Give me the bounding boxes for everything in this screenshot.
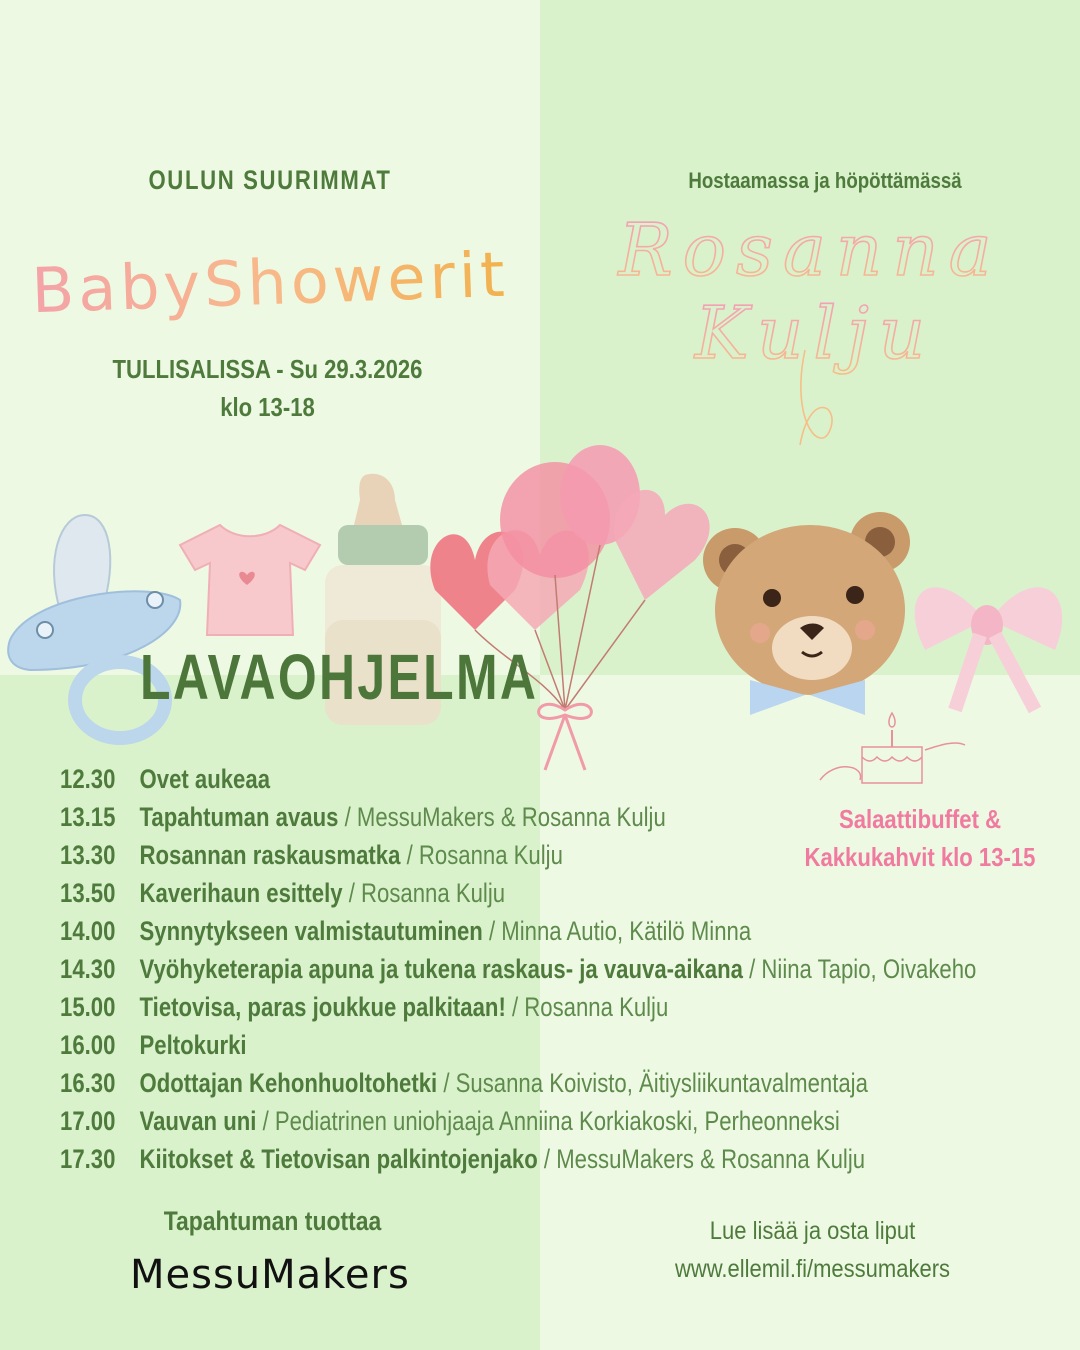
program-row: 13.50 Kaverihaun esittely / Rosanna Kulju (60, 874, 880, 912)
program-row: 14.00 Synnytykseen valmistautuminen / Minna Autio, Kätilö Minna (60, 912, 880, 950)
messumakers-logo: MessuMakers (130, 1252, 410, 1298)
program-time: 16.30 (60, 1068, 116, 1098)
program-time: 15.00 (60, 992, 116, 1022)
balloons-illustration (395, 440, 725, 780)
program-row: 17.30 Kiitokset & Tietovisan palkintojenjako / MessuMakers & Rosanna Kulju (60, 1140, 880, 1178)
program-presenter: Rosanna Kulju (524, 992, 669, 1022)
program-title: LAVAOHJELMA (140, 641, 539, 713)
program-title-text: Kaverihaun esittely (139, 878, 343, 908)
venue-info (40, 350, 495, 426)
program-presenter: MessuMakers & Rosanna Kulju (556, 1144, 866, 1174)
program-title-text: Vyöhyketerapia apuna ja tukena raskaus- ja vauva-aikana (139, 954, 743, 984)
program-title-text: Vauvan uni (139, 1106, 257, 1136)
program-row: 16.30 Odottajan Kehonhuoltohetki / Susanna Koivisto, Äitiysliikuntavalmentaja (60, 1064, 880, 1102)
program-time: 14.30 (60, 954, 116, 984)
program-title-text: Peltokurki (139, 1030, 247, 1060)
program-presenter: Niina Tapio, Oivakeho (761, 954, 977, 984)
program-row: 15.00 Tietovisa, paras joukkue palkitaan! / Rosanna Kulju (60, 988, 880, 1026)
program-presenter: MessuMakers & Rosanna Kulju (356, 802, 666, 832)
program-row: 13.30 Rosannan raskausmatka / Rosanna Kulju (60, 836, 880, 874)
host-name-line2: Kulju (694, 291, 936, 375)
host-lead: Hostaamassa ja höpöttämässä (688, 168, 962, 193)
program-row (60, 1026, 880, 1064)
program-row: 13.15 Tapahtuman avaus / MessuMakers & Rosanna Kulju (60, 798, 880, 836)
pink-bow-illustration (895, 550, 1080, 720)
catering-line2: Kakkukahvit klo 13-15 (804, 842, 1036, 872)
program-time: 13.15 (60, 802, 116, 832)
program-title-text: Tietovisa, paras joukkue palkitaan! (139, 992, 506, 1022)
program-title-text: Synnytykseen valmistautuminen (139, 916, 483, 946)
baby-bodysuit-illustration (175, 515, 325, 645)
program-title-text: Kiitokset & Tietovisan palkintojenjako (139, 1144, 538, 1174)
program-presenter: Pediatrinen uniohjaaja Anniina Korkiakoski, Perheonneksi (274, 1106, 840, 1136)
program-presenter: Rosanna Kulju (361, 878, 506, 908)
program-row: 14.30 Vyöhyketerapia apuna ja tukena raskaus- ja vauva-aikana / Niina Tapio, Oivakeho (60, 950, 880, 988)
program-time: 14.00 (60, 916, 116, 946)
program-time: 17.00 (60, 1106, 116, 1136)
program-presenter: Susanna Koivisto, Äitiysliikuntavalmentaja (455, 1068, 868, 1098)
program-time: 16.00 (60, 1030, 116, 1060)
program-presenter: Rosanna Kulju (418, 840, 563, 870)
host-name-line1: Rosanna (618, 208, 1002, 292)
more-info-text: Lue lisää ja osta liput (709, 1217, 916, 1245)
time-line: klo 13-18 (220, 392, 315, 422)
catering-line1: Salaattibuffet & (838, 804, 1002, 834)
program-presenter: Minna Autio, Kätilö Minna (501, 916, 752, 946)
babyshowerit-logo (30, 232, 510, 332)
producer-label: Tapahtuman tuottaa (163, 1206, 382, 1236)
program-row (60, 760, 880, 798)
logo-text: BabyShowerit (30, 237, 510, 328)
program-title-text: Rosannan raskausmatka (139, 840, 401, 870)
program-time: 13.30 (60, 840, 116, 870)
event-kicker: OULUN SUURIMMAT (148, 165, 392, 195)
venue-line: TULLISALISSA - Su 29.3.2026 (112, 354, 423, 384)
host-name-script (600, 200, 1020, 470)
program-time: 13.50 (60, 878, 116, 908)
teddy-bear-illustration (690, 500, 920, 730)
program-title-text: Ovet aukeaa (139, 764, 271, 794)
program-title-text: Tapahtuman avaus (139, 802, 339, 832)
program-title-text: Odottajan Kehonhuoltohetki (139, 1068, 438, 1098)
program-time: 17.30 (60, 1144, 116, 1174)
catering-note (793, 800, 1048, 876)
more-info (643, 1212, 982, 1288)
program-time: 12.30 (60, 764, 116, 794)
ticket-link[interactable]: www.ellemil.fi/messumakers (674, 1255, 951, 1283)
program-row: 17.00 Vauvan uni / Pediatrinen uniohjaaja Anniina Korkiakoski, Perheonneksi (60, 1102, 880, 1140)
